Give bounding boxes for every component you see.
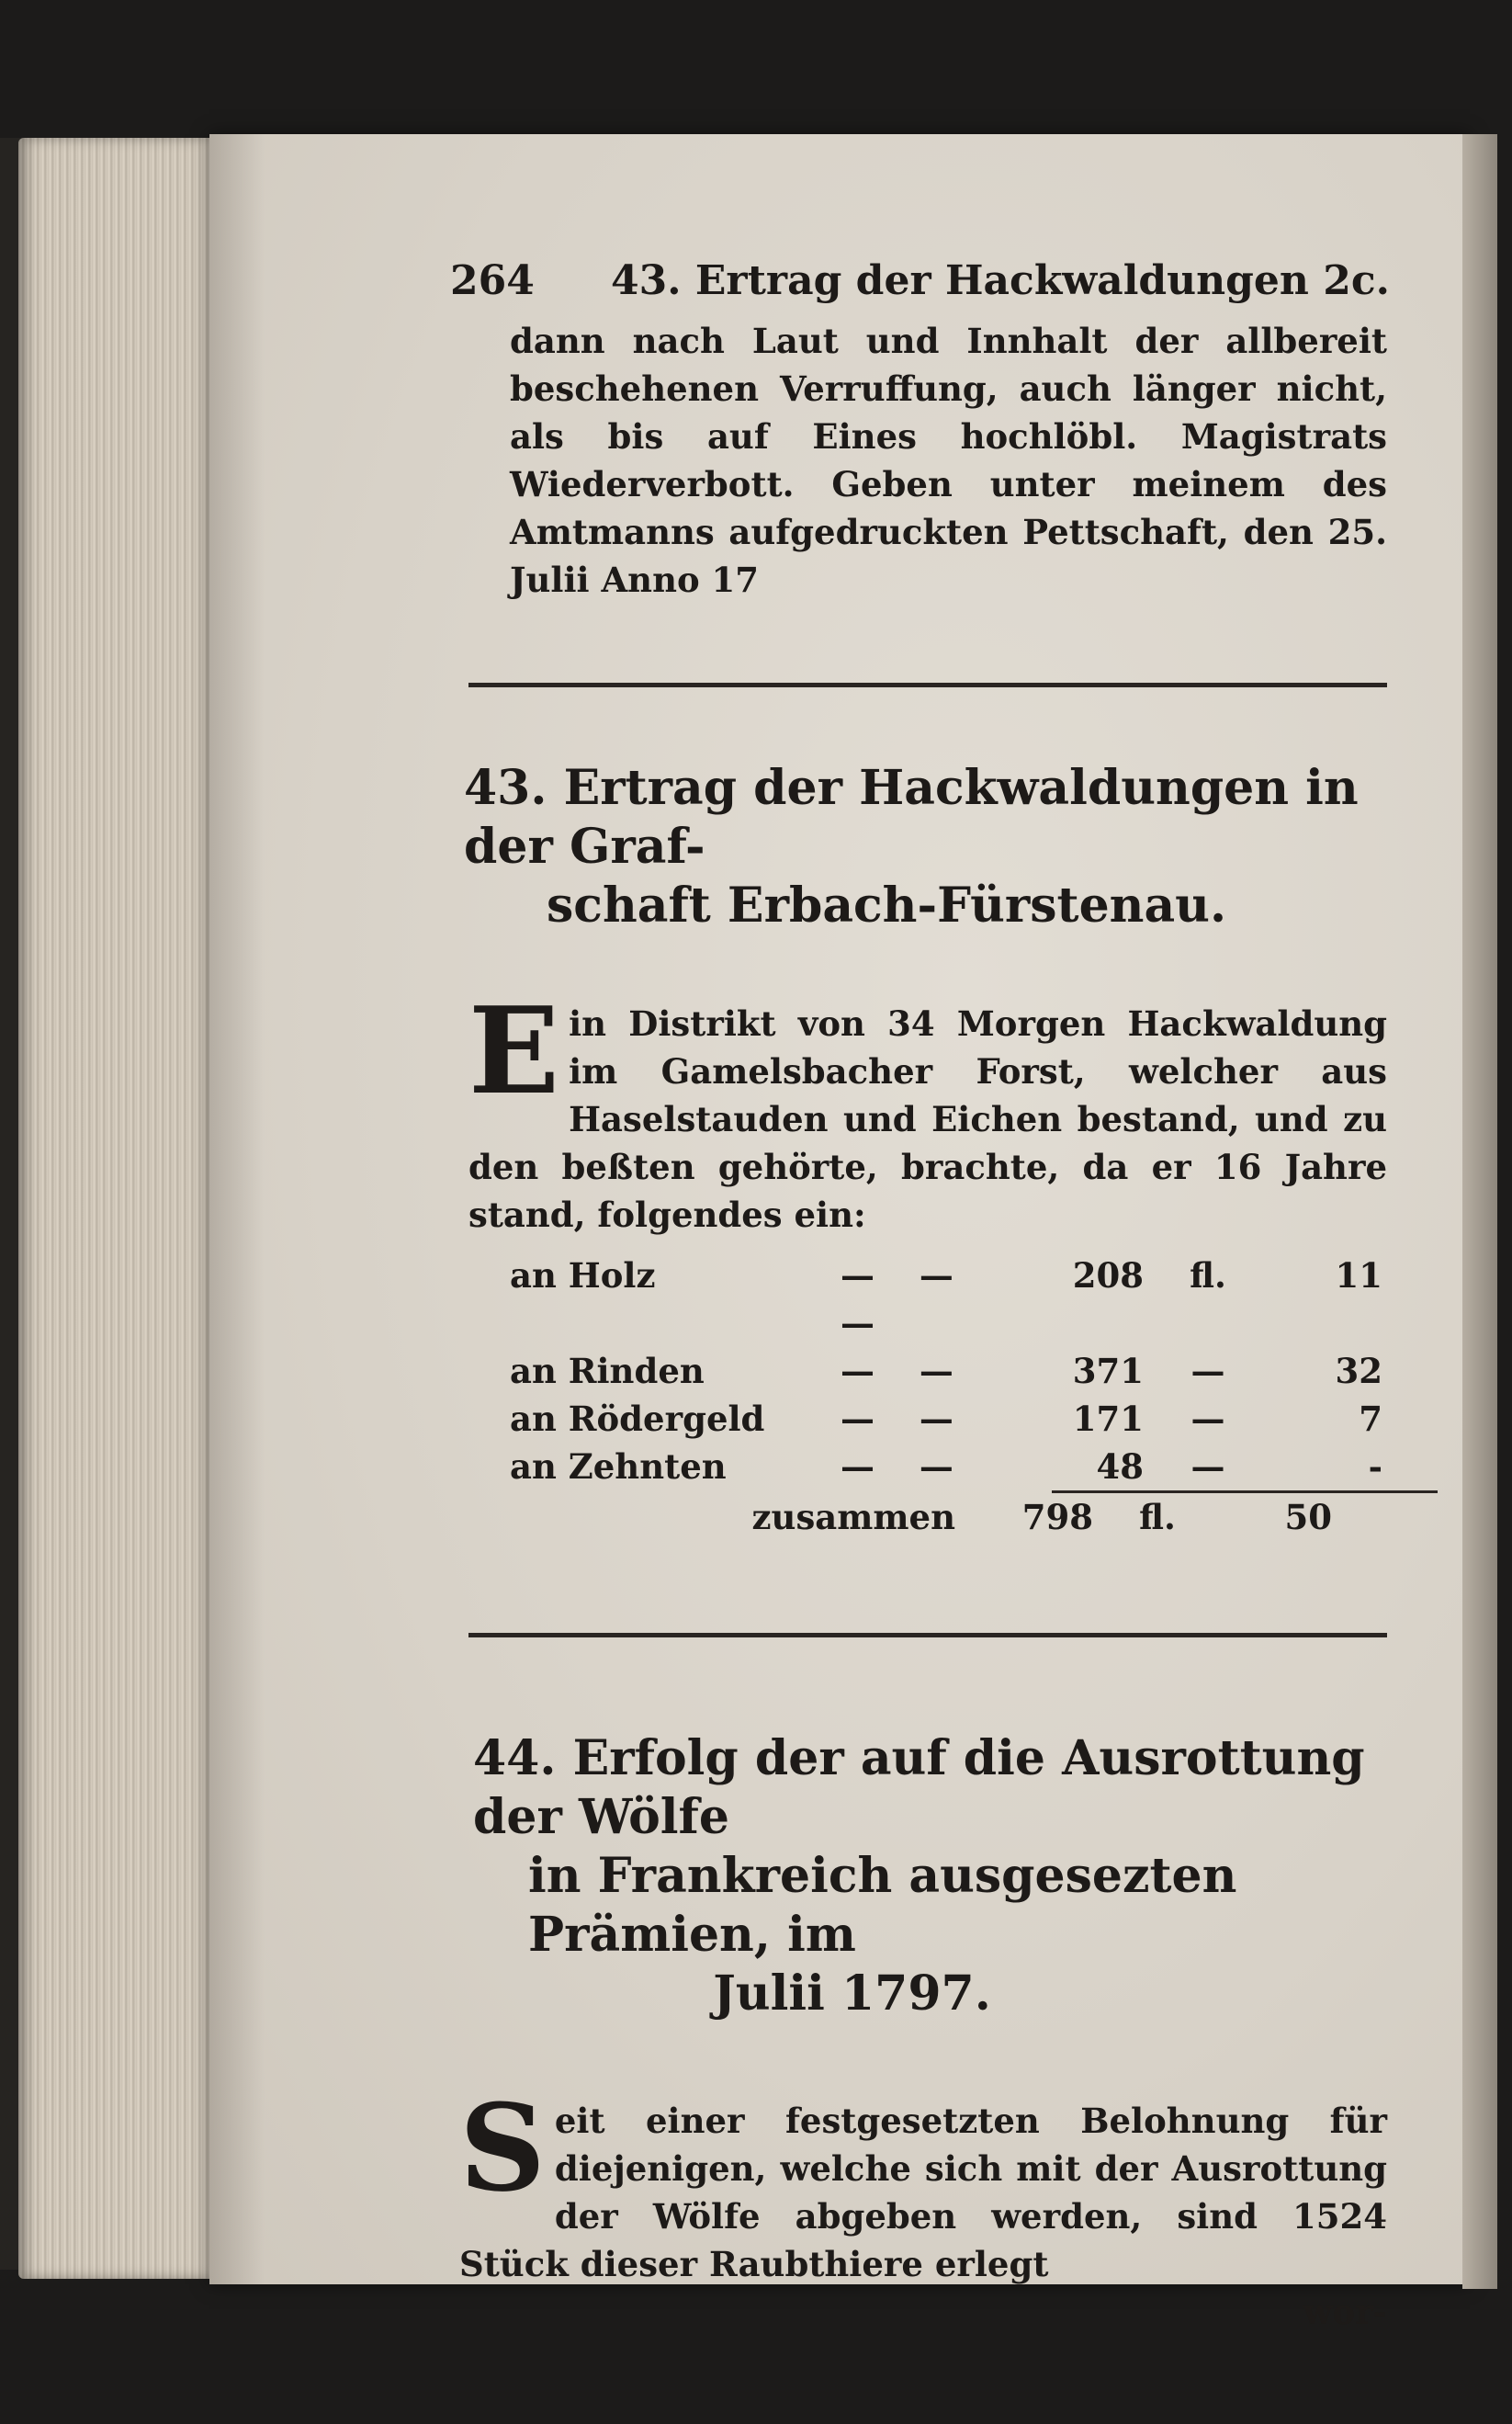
tally-dashes: — — —	[841, 1255, 970, 1343]
total-unit: fl.	[1139, 1497, 1176, 1537]
section-44-paragraph	[459, 2078, 1387, 2288]
tally-amount-2: 32	[1335, 1351, 1382, 1391]
section-43-dropcap: E	[468, 980, 560, 1121]
tally-label: an Rinden	[510, 1351, 705, 1391]
section-43-heading-line-2: schaft Erbach-Fürstenau.	[547, 878, 1227, 934]
section-44-heading-line-3: Julii 1797.	[713, 1965, 991, 2022]
tally-row	[510, 1347, 1392, 1395]
page-stack-edges	[18, 138, 216, 2279]
tally-amount: 208	[1072, 1255, 1144, 1296]
tally-row	[510, 1252, 1392, 1347]
section-44-heading	[473, 1729, 1396, 2023]
next-page-edge	[1462, 134, 1497, 2289]
tally-label: an Holz	[510, 1255, 656, 1296]
tally-amount-2: -	[1368, 1446, 1382, 1487]
running-head	[450, 257, 1396, 304]
tally-total	[459, 1493, 1396, 1541]
tally-unit: —	[1190, 1399, 1225, 1439]
tally-unit: —	[1190, 1351, 1225, 1391]
page-number: 264	[450, 257, 535, 304]
running-title: 43. Ertrag der Hackwaldungen 2c.	[611, 257, 1390, 304]
section-divider	[468, 1633, 1387, 1637]
tally-label: an Zehnten	[510, 1446, 727, 1487]
section-44-text: eit einer festgesetzten Belohnung für diejenigen, welche sich mit der Ausrottung der Wölfe abgeben werden, sind 1524 Stück dieser Raubthiere erlegt	[459, 2101, 1387, 2284]
tally-dashes: — —	[841, 1399, 970, 1439]
section-43-paragraph	[468, 980, 1387, 1239]
section-divider	[468, 683, 1387, 687]
total-amount: 798	[1021, 1497, 1093, 1537]
total-amount-2: 50	[1284, 1497, 1332, 1537]
section-43-heading-line-1: 43. Ertrag der Hackwaldungen in der Graf-	[464, 760, 1359, 875]
tally-unit: —	[1190, 1446, 1225, 1487]
total-label: zusammen	[751, 1497, 955, 1537]
tally-amount: 171	[1072, 1399, 1144, 1439]
section-44-dropcap: S	[459, 2078, 546, 2218]
revenue-tally	[510, 1252, 1392, 1490]
section-44-heading-line-2: in Frankreich ausgesezten Prämien, im	[528, 1848, 1237, 1963]
section-44-heading-line-1: 44. Erfolg der auf die Ausrottung der Wölfe	[473, 1730, 1365, 1845]
page-content	[450, 257, 1396, 2332]
tally-unit: fl.	[1190, 1255, 1226, 1296]
continued-paragraph: dann nach Laut und Innhalt der allbereit beschehenen Verruffung, auch länger nicht, als bis auf Eines hochlöbl. Magistrats Wiederverbott. Geben unter meinem des Amtmanns aufgedruckten Pettschaft, den 25. Julii Anno 17	[510, 321, 1387, 600]
section-43-heading	[464, 759, 1396, 935]
tally-label: an Rödergeld	[510, 1399, 765, 1439]
section-43-text: in Distrikt von 34 Morgen Hackwaldung im Gamelsbacher Forst, welcher aus Haselstauden und Eichen bestand, und zu den beßten gehörte, brachte, da er 16 Jahre stand, folgendes ein:	[468, 1003, 1387, 1235]
gutter-shadow	[209, 134, 265, 2284]
tally-amount: 48	[1096, 1446, 1144, 1487]
tally-dashes: — —	[841, 1446, 970, 1487]
tally-row	[510, 1443, 1392, 1490]
tally-amount: 371	[1072, 1351, 1144, 1391]
catchword: wor-	[1303, 2292, 1387, 2332]
tally-row	[510, 1395, 1392, 1443]
tally-amount-2: 11	[1335, 1255, 1382, 1296]
tally-amount-2: 7	[1359, 1399, 1382, 1439]
tally-dashes: — —	[841, 1351, 970, 1391]
